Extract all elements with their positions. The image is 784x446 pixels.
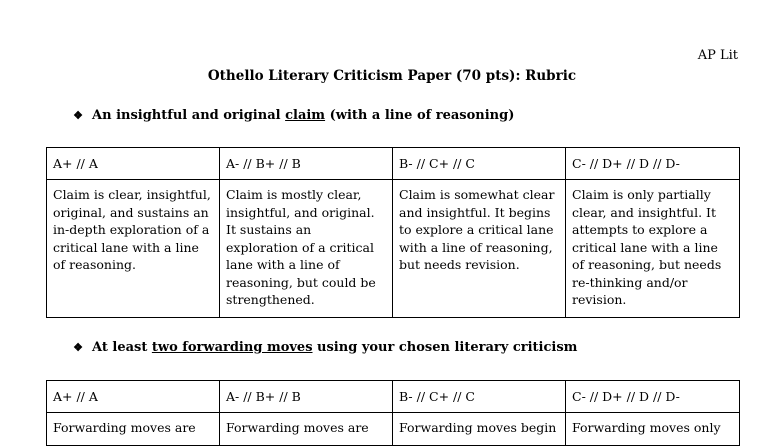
grade-column-header: C- // D+ // D // D- [566,381,740,413]
page-title: Othello Literary Criticism Paper (70 pts): Rubric [207,68,577,84]
rubric-table-claim [46,147,740,318]
table-row [47,180,740,318]
rubric-cell: Claim is only partially clear, and insightful. It attempts to explore a critical lane with a line of reasoning, but needs re-thinking and/or revision. [566,180,740,318]
grade-column-header: C- // D+ // D // D- [566,148,740,180]
section-heading-text: At least two forwarding moves using your chosen literary criticism [92,340,578,355]
table-header-row [47,148,740,180]
section-heading-forwarding-moves [72,340,577,355]
rubric-cell: Forwarding moves are [220,413,393,446]
rubric-cell: Claim is clear, insightful, original, and sustains an in-depth exploration of a critical lane with a line of reasoning. [47,180,220,318]
grade-column-header: B- // C+ // C [393,148,566,180]
diamond-bullet-icon: ❖ [73,109,83,122]
diamond-bullet-icon: ❖ [73,341,83,354]
grade-column-header: A+ // A [47,148,220,180]
section-heading-underlined: two forwarding moves [151,340,313,355]
rubric-cell: Claim is somewhat clear and insightful. It begins to explore a critical lane with a line of reasoning, but needs revision. [393,180,566,318]
rubric-cell: Forwarding moves only [566,413,740,446]
table-row [47,413,740,446]
rubric-table-forwarding-moves [46,380,740,446]
section-heading-text: An insightful and original claim (with a line of reasoning) [92,108,515,123]
rubric-cell: Forwarding moves begin [393,413,566,446]
table-header-row [47,381,740,413]
grade-column-header: B- // C+ // C [393,381,566,413]
grade-column-header: A- // B+ // B [220,148,393,180]
section-heading-underlined: claim [285,108,326,123]
rubric-cell: Claim is mostly clear, insightful, and original. It sustains an exploration of a critical lane with a line of reasoning, but could be strengthened. [220,180,393,318]
section-heading-claim [72,108,514,123]
rubric-cell: Forwarding moves are [47,413,220,446]
grade-column-header: A- // B+ // B [220,381,393,413]
grade-column-header: A+ // A [47,381,220,413]
course-label: AP Lit [697,48,738,63]
